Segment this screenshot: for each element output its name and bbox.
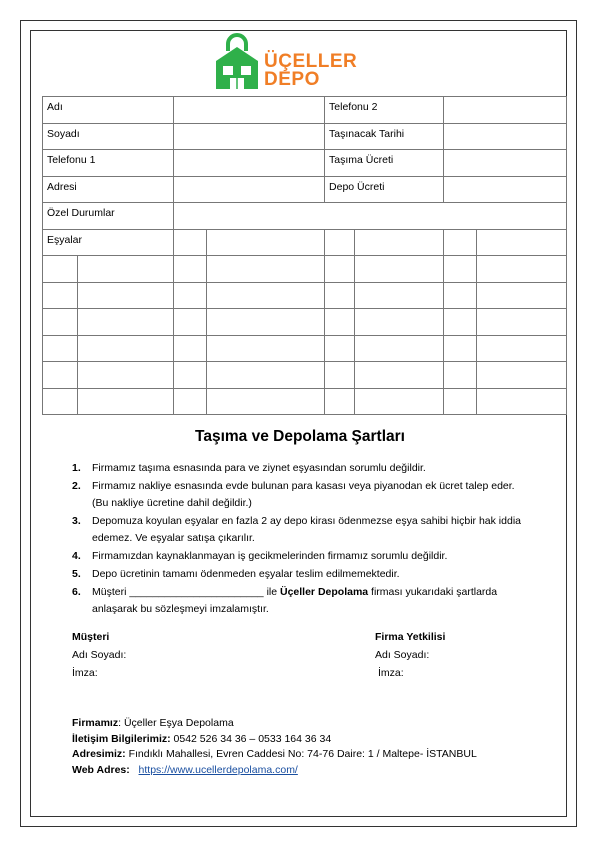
items-cell[interactable] (78, 256, 174, 283)
logo-text-line1: ÜÇELLER (264, 51, 358, 72)
footer-company-value: : Üçeller Eşya Depolama (118, 717, 234, 729)
items-cell[interactable] (78, 335, 174, 362)
term-number: 2. (72, 480, 81, 492)
items-cell[interactable] (325, 335, 355, 362)
items-cell[interactable] (78, 388, 174, 415)
house-lock-icon (214, 33, 262, 91)
field-address[interactable] (174, 176, 325, 203)
items-cell[interactable] (477, 335, 567, 362)
label-storage-fee: Depo Ücreti (325, 176, 444, 203)
items-cell[interactable] (444, 309, 477, 336)
items-cell[interactable] (477, 362, 567, 389)
term-text: Firmamızdan kaynaklanmayan iş gecikmelerinden firmamız sorumlu değildir. (92, 550, 448, 562)
items-cell[interactable] (207, 388, 325, 415)
terms-title: Taşıma ve Depolama Şartları (195, 428, 405, 445)
customer-sign-label: İmza: (72, 667, 98, 679)
items-row (43, 309, 567, 336)
footer-address-value: Fındıklı Mahallesi, Evren Caddesi No: 74-76 Daire: 1 / Maltepe- İSTANBUL (125, 748, 477, 760)
items-cell[interactable] (78, 362, 174, 389)
terms-list (72, 460, 532, 619)
term-text: Depo ücretinin tamamı ödenmeden eşyalar teslim edilmemektedir. (92, 568, 400, 580)
label-phone1: Telefonu 1 (43, 150, 174, 177)
items-row (43, 282, 567, 309)
items-cell[interactable] (355, 388, 444, 415)
term-company-name: Üçeller Depolama (280, 586, 369, 598)
items-cell[interactable] (174, 362, 207, 389)
field-name[interactable] (174, 97, 325, 124)
items-cell[interactable] (444, 256, 477, 283)
term-text: Firmamız taşıma esnasında para ve ziynet eşyasından sorumlu değildir. (92, 462, 426, 474)
term-number: 5. (72, 568, 81, 580)
term-text: Depomuza koyulan eşyalar en fazla 2 ay depo kirası ödenmezse eşya sahibi hiçbir hak iddia edemez. Ve eşyalar satışa çıkarılır. (92, 515, 521, 544)
field-moving-fee[interactable] (444, 150, 567, 177)
items-cell[interactable] (477, 388, 567, 415)
items-cell[interactable] (444, 362, 477, 389)
term-text-post: firması yukarıdaki şartlarda anlaşarak bu sözleşmeyi imzalamıştır. (92, 586, 498, 615)
items-cell[interactable] (325, 388, 355, 415)
label-surname: Soyadı (43, 123, 174, 150)
items-cell[interactable] (174, 282, 207, 309)
term-item (72, 566, 532, 583)
label-name: Adı (43, 97, 174, 124)
customer-heading: Müşteri (72, 631, 110, 643)
items-cell[interactable] (174, 309, 207, 336)
company-logo (214, 33, 374, 93)
field-storage-fee[interactable] (444, 176, 567, 203)
footer-contact-value: 0542 526 34 36 – 0533 164 36 34 (170, 732, 332, 745)
items-row (43, 335, 567, 362)
term-text-pre: Müşteri _______________________ ile (92, 586, 280, 598)
items-cell[interactable] (325, 256, 355, 283)
term-number: 1. (72, 462, 81, 474)
company-signature-block (375, 628, 445, 682)
items-cell[interactable] (355, 362, 444, 389)
label-items: Eşyalar (43, 229, 174, 256)
items-cell[interactable] (174, 229, 207, 256)
items-cell[interactable] (43, 282, 78, 309)
field-surname[interactable] (174, 123, 325, 150)
items-cell[interactable] (43, 309, 78, 336)
items-row (43, 256, 567, 283)
items-cell[interactable] (444, 388, 477, 415)
items-cell[interactable] (477, 309, 567, 336)
label-special-conditions: Özel Durumlar (43, 203, 174, 230)
field-special-conditions[interactable] (174, 203, 567, 230)
label-phone2: Telefonu 2 (325, 97, 444, 124)
items-cell[interactable] (174, 256, 207, 283)
footer-company-label: Firmamız (72, 717, 119, 729)
customer-form-table (42, 96, 567, 415)
items-cell[interactable] (207, 335, 325, 362)
footer-web-label: Web Adres: (72, 763, 130, 776)
term-text: Firmamız nakliye esnasında evde bulunan para kasası veya piyanodan ek ücret talep eder. (Bu nakliye ücretine dahil değildir.) (92, 480, 515, 509)
field-phone2[interactable] (444, 97, 567, 124)
items-cell[interactable] (43, 362, 78, 389)
items-cell[interactable] (325, 309, 355, 336)
items-cell[interactable] (78, 282, 174, 309)
items-cell[interactable] (43, 335, 78, 362)
company-name-label: Adı Soyadı: (375, 649, 430, 661)
items-cell[interactable] (477, 229, 567, 256)
label-moving-date: Taşınacak Tarihi (325, 123, 444, 150)
term-number: 3. (72, 515, 81, 527)
items-cell[interactable] (444, 335, 477, 362)
items-cell[interactable] (43, 256, 78, 283)
items-cell[interactable] (355, 309, 444, 336)
company-heading: Firma Yetkilisi (375, 631, 446, 643)
items-cell[interactable] (477, 256, 567, 283)
items-cell[interactable] (207, 256, 325, 283)
items-cell[interactable] (207, 362, 325, 389)
items-cell[interactable] (207, 309, 325, 336)
items-cell[interactable] (174, 335, 207, 362)
items-cell[interactable] (477, 282, 567, 309)
items-cell[interactable] (355, 256, 444, 283)
field-moving-date[interactable] (444, 123, 567, 150)
items-cell[interactable] (444, 229, 477, 256)
footer-web-link[interactable]: https://www.ucellerdepolama.com/ (138, 763, 298, 776)
term-number: 4. (72, 550, 81, 562)
field-phone1[interactable] (174, 150, 325, 177)
items-row (43, 362, 567, 389)
items-cell[interactable] (207, 229, 325, 256)
label-moving-fee: Taşıma Ücreti (325, 150, 444, 177)
items-cell[interactable] (325, 362, 355, 389)
items-cell[interactable] (325, 229, 355, 256)
customer-name-label: Adı Soyadı: (72, 649, 127, 661)
term-item (72, 513, 532, 547)
items-cell[interactable] (355, 282, 444, 309)
label-address: Adresi (43, 176, 174, 203)
company-sign-label: İmza: (378, 667, 404, 679)
items-cell[interactable] (444, 282, 477, 309)
items-cell[interactable] (78, 309, 174, 336)
items-row (43, 388, 567, 415)
term-item (72, 478, 532, 512)
footer-address-label: Adresimiz: (72, 748, 126, 760)
customer-signature-block (72, 628, 126, 682)
footer-contact-label: İletişim Bilgilerimiz: (72, 732, 171, 745)
items-cell[interactable] (43, 388, 78, 415)
items-cell[interactable] (174, 388, 207, 415)
logo-text-line2: DEPO (264, 69, 320, 90)
term-item (72, 460, 532, 477)
footer-contact (72, 716, 477, 778)
items-cell[interactable] (355, 229, 444, 256)
items-cell[interactable] (355, 335, 444, 362)
items-cell[interactable] (207, 282, 325, 309)
term-number: 6. (72, 586, 81, 598)
term-item (72, 548, 532, 565)
items-cell[interactable] (325, 282, 355, 309)
term-item (72, 584, 532, 618)
